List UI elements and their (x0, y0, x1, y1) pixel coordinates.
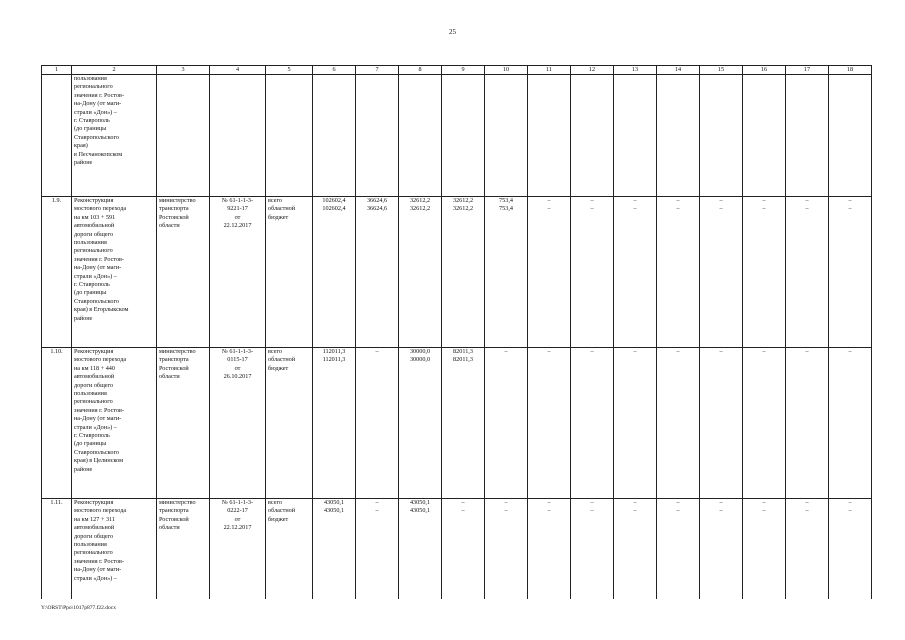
cell-line: 36624,6 (366, 197, 388, 204)
cell-line: районе (74, 465, 93, 473)
cell-line: – (762, 197, 766, 204)
cell-line: края) в Егорлыкском (74, 306, 129, 314)
column-header: 10 (485, 66, 528, 75)
cell-line: г. Ставрополь (74, 117, 110, 125)
cell-line: г. Ставрополь (74, 432, 110, 440)
cell-line: области (159, 524, 180, 532)
file-path-footer: Y:\ORST\Ppo\1017p877.f22.docx (41, 605, 116, 611)
cell-line: страли «Дон») – (74, 423, 117, 431)
cell-line: г. Ставрополь (74, 281, 110, 289)
cell-line: – (848, 507, 852, 515)
cell-line: автомобильной (74, 373, 115, 381)
empty-cell (399, 75, 442, 197)
empty-cell (442, 75, 485, 197)
document-cell (210, 197, 266, 348)
cell-line: 102602,4 (322, 205, 346, 213)
cell-line: Реконструкция (74, 499, 114, 506)
cell-line: края) (74, 142, 88, 150)
cell-line: бюджет (268, 364, 289, 372)
cell-line: всего (268, 197, 282, 204)
cell-line: пользования (74, 390, 107, 398)
value-cell (485, 348, 528, 499)
cell-line: 30000,0 (409, 356, 431, 364)
cell-line: значения г. Ростов- (74, 406, 125, 414)
cell-line: страли «Дон») – (74, 108, 117, 116)
column-header: 5 (266, 66, 313, 75)
cell-line: – (633, 197, 637, 204)
value-cell (614, 499, 657, 600)
value-cell (356, 499, 399, 600)
column-header: 7 (356, 66, 399, 75)
cell-line: – (633, 507, 637, 515)
cell-line: Ростовской (159, 515, 189, 523)
column-header: 17 (786, 66, 829, 75)
cell-line: регионального (74, 549, 113, 557)
value-cell (657, 348, 700, 499)
value-cell (571, 197, 614, 348)
cell-line: 30000,0 (409, 348, 431, 355)
cell-line: от (234, 213, 241, 221)
header-row (42, 66, 872, 75)
empty-cell (700, 75, 743, 197)
cell-line: – (547, 348, 551, 355)
cell-line: – (848, 499, 852, 506)
cell-line: – (676, 348, 680, 355)
cell-line: значения г. Ростов- (74, 255, 125, 263)
cell-line: дороги общего (74, 230, 114, 238)
cell-line: на км 103 + 591 (74, 213, 116, 221)
column-header: 2 (72, 66, 157, 75)
cell-line: – (375, 499, 379, 506)
cell-line: Реконструкция (74, 348, 114, 355)
cell-line: – (719, 499, 723, 506)
cell-line: 82011,3 (453, 348, 473, 355)
cell-line: – (848, 348, 852, 355)
cell-line: 753,4 (499, 197, 513, 204)
cell-line: (до границы (74, 289, 107, 297)
cell-line: – (676, 197, 680, 204)
empty-cell (356, 75, 399, 197)
cell-line: (до границы (74, 125, 107, 133)
empty-cell (528, 75, 571, 197)
cell-line: – (805, 197, 809, 204)
cell-line: – (762, 507, 766, 515)
value-cell (614, 348, 657, 499)
cell-line: – (633, 205, 637, 213)
cell-line: – (676, 507, 680, 515)
column-header: 11 (528, 66, 571, 75)
cell-line: транспорта (159, 507, 189, 515)
cell-line: 9221-17 (227, 205, 248, 213)
cell-line: на-Дону (от маги- (74, 566, 122, 574)
column-header: 6 (313, 66, 356, 75)
cell-line: регионального (74, 83, 113, 91)
cell-line: 43050,1 (323, 499, 345, 506)
table-row (42, 348, 872, 499)
cell-line: – (547, 197, 551, 204)
value-cell (571, 348, 614, 499)
row-number: 1.9. (42, 197, 72, 348)
cell-line: от (234, 364, 241, 372)
cell-line: – (547, 205, 551, 213)
value-cell (657, 499, 700, 600)
column-header: 4 (210, 66, 266, 75)
cell-line: 22.12.2017 (223, 222, 252, 230)
cell-line: на-Дону (от маги- (74, 100, 122, 108)
object-name-cell (72, 75, 157, 197)
cell-line: – (719, 348, 723, 355)
organization-cell (157, 197, 210, 348)
cell-line: – (805, 499, 809, 506)
cell-line: № 61-1-1-3- (221, 197, 254, 204)
cell-line: мостового перехода (74, 205, 127, 213)
cell-line: на-Дону (от маги- (74, 264, 122, 272)
organization-cell (157, 499, 210, 600)
cell-line: Реконструкция (74, 197, 114, 204)
cell-line: бюджет (268, 515, 289, 523)
cell-line: – (633, 348, 637, 355)
cell-line: 43050,1 (409, 507, 431, 515)
value-cell (786, 499, 829, 600)
cell-line: № 61-1-1-3- (221, 348, 254, 355)
value-cell (313, 348, 356, 499)
document-cell (210, 499, 266, 600)
value-cell (356, 197, 399, 348)
row-number: 1.10. (42, 348, 72, 499)
column-header: 18 (829, 66, 872, 75)
empty-cell (210, 75, 266, 197)
column-header: 9 (442, 66, 485, 75)
cell-line: – (805, 507, 809, 515)
object-name-cell (72, 197, 157, 348)
cell-line: – (504, 499, 508, 506)
cell-line: дороги общего (74, 381, 114, 389)
empty-cell (571, 75, 614, 197)
cell-line: 26.10.2017 (223, 373, 252, 381)
value-cell (485, 499, 528, 600)
cell-line: 36624,6 (366, 205, 388, 213)
cell-line: министерство (159, 348, 196, 355)
column-header: 1 (42, 66, 72, 75)
cell-line: 43050,1 (323, 507, 345, 515)
cell-line: – (590, 507, 594, 515)
cell-line: 22.12.2017 (223, 524, 252, 532)
cell-line: – (375, 507, 379, 515)
cell-line: – (633, 499, 637, 506)
cell-line: № 61-1-1-3- (221, 499, 254, 506)
cell-line: 0222-17 (227, 507, 248, 515)
cell-line: автомобильной (74, 524, 115, 532)
value-cell (829, 499, 872, 600)
cell-line: области (159, 373, 180, 381)
cell-line: на км 127 + 311 (74, 515, 115, 523)
row-number: 1.11. (42, 499, 72, 600)
value-cell (485, 197, 528, 348)
cell-line: 102602,4 (322, 197, 346, 204)
cell-line: – (719, 205, 723, 213)
cell-line: районе (74, 159, 93, 167)
cell-line: – (590, 197, 594, 204)
cell-line: – (848, 205, 852, 213)
cell-line: пользования (74, 239, 107, 247)
funding-source-cell (266, 348, 313, 499)
cell-line: – (805, 348, 809, 355)
cell-line: – (504, 507, 508, 515)
cell-line: областной (268, 507, 296, 515)
value-cell (786, 348, 829, 499)
table-row (42, 197, 872, 348)
cell-line: министерство (159, 499, 196, 506)
value-cell (356, 348, 399, 499)
value-cell (528, 197, 571, 348)
funding-source-cell (266, 197, 313, 348)
value-cell (442, 499, 485, 600)
cell-line: – (719, 197, 723, 204)
value-cell (313, 197, 356, 348)
cell-line: в Песчанокопском (74, 150, 123, 158)
cell-line: значения г. Ростов- (74, 557, 125, 565)
cell-line: – (461, 507, 465, 515)
empty-cell (485, 75, 528, 197)
continued-row (42, 75, 872, 197)
value-cell (829, 348, 872, 499)
cell-line: – (762, 499, 766, 506)
cell-line: 112011,3 (322, 348, 346, 355)
cell-line: 32612,2 (409, 197, 431, 204)
value-cell (442, 197, 485, 348)
cell-line: – (590, 499, 594, 506)
cell-line: мостового перехода (74, 507, 127, 515)
cell-line: – (375, 348, 379, 355)
value-cell (399, 348, 442, 499)
cell-line: – (504, 348, 508, 355)
empty-cell (614, 75, 657, 197)
empty-cell (657, 75, 700, 197)
value-cell (786, 197, 829, 348)
cell-line: – (547, 507, 551, 515)
cell-line: страли «Дон») – (74, 574, 117, 582)
value-cell (743, 348, 786, 499)
value-cell (700, 348, 743, 499)
cell-line: районе (74, 314, 93, 322)
cell-line: 32612,2 (452, 197, 474, 204)
value-cell (571, 499, 614, 600)
cell-line: – (848, 197, 852, 204)
page-number: 25 (449, 28, 456, 36)
value-cell (700, 197, 743, 348)
cell-line: областной (268, 205, 296, 213)
value-cell (700, 499, 743, 600)
empty-cell (743, 75, 786, 197)
column-header: 3 (157, 66, 210, 75)
cell-line: – (805, 205, 809, 213)
cell-line: транспорта (159, 356, 189, 364)
column-header: 8 (399, 66, 442, 75)
cell-line: – (762, 348, 766, 355)
cell-line: – (676, 499, 680, 506)
cell-line: области (159, 222, 180, 230)
column-header: 14 (657, 66, 700, 75)
cell-line: Ставропольского (74, 297, 119, 305)
cell-line: бюджет (268, 213, 289, 221)
cell-line: – (762, 205, 766, 213)
cell-line: автомобильной (74, 222, 115, 230)
cell-line: пользования (74, 75, 107, 82)
empty-cell (829, 75, 872, 197)
column-header: 13 (614, 66, 657, 75)
value-cell (614, 197, 657, 348)
program-table (41, 65, 872, 599)
funding-source-cell (266, 499, 313, 600)
empty-cell (42, 75, 72, 197)
value-cell (399, 197, 442, 348)
empty-cell (786, 75, 829, 197)
value-cell (829, 197, 872, 348)
cell-line: областной (268, 356, 296, 364)
cell-line: транспорта (159, 205, 189, 213)
cell-line: всего (268, 499, 282, 506)
value-cell (528, 499, 571, 600)
organization-cell (157, 348, 210, 499)
document-cell (210, 348, 266, 499)
cell-line: регионального (74, 247, 113, 255)
cell-line: дороги общего (74, 532, 114, 540)
column-header: 15 (700, 66, 743, 75)
cell-line: – (547, 499, 551, 506)
cell-line: страли «Дон») – (74, 272, 117, 280)
cell-line: – (676, 205, 680, 213)
cell-line: (до границы (74, 440, 107, 448)
value-cell (528, 348, 571, 499)
empty-cell (266, 75, 313, 197)
cell-line: регионального (74, 398, 113, 406)
object-name-cell (72, 499, 157, 600)
cell-line: на км 118 + 440 (74, 364, 115, 372)
cell-line: мостового перехода (74, 356, 127, 364)
cell-line: края) в Целинском (74, 457, 124, 465)
cell-line: – (590, 348, 594, 355)
cell-line: 82011,3 (453, 356, 473, 364)
cell-line: – (719, 507, 723, 515)
cell-line: 32612,2 (409, 205, 431, 213)
column-header: 16 (743, 66, 786, 75)
cell-line: – (461, 499, 465, 506)
cell-line: 112011,3 (322, 356, 346, 364)
value-cell (399, 499, 442, 600)
value-cell (442, 348, 485, 499)
cell-line: – (590, 205, 594, 213)
empty-cell (157, 75, 210, 197)
table-body (42, 66, 872, 600)
value-cell (657, 197, 700, 348)
cell-line: Ставропольского (74, 133, 119, 141)
cell-line: 32612,2 (452, 205, 474, 213)
cell-line: 43050,1 (409, 499, 431, 506)
cell-line: 753,4 (499, 205, 513, 213)
value-cell (743, 499, 786, 600)
cell-line: от (234, 515, 241, 523)
cell-line: 0115-17 (227, 356, 248, 364)
empty-cell (313, 75, 356, 197)
cell-line: Ставропольского (74, 448, 119, 456)
cell-line: пользования (74, 541, 107, 549)
cell-line: Ростовской (159, 364, 189, 372)
object-name-cell (72, 348, 157, 499)
value-cell (313, 499, 356, 600)
cell-line: на-Дону (от маги- (74, 415, 122, 423)
cell-line: министерство (159, 197, 196, 204)
table-row (42, 499, 872, 600)
cell-line: Ростовской (159, 213, 189, 221)
cell-line: значения г. Ростов- (74, 91, 125, 99)
value-cell (743, 197, 786, 348)
column-header: 12 (571, 66, 614, 75)
cell-line: всего (268, 348, 282, 355)
